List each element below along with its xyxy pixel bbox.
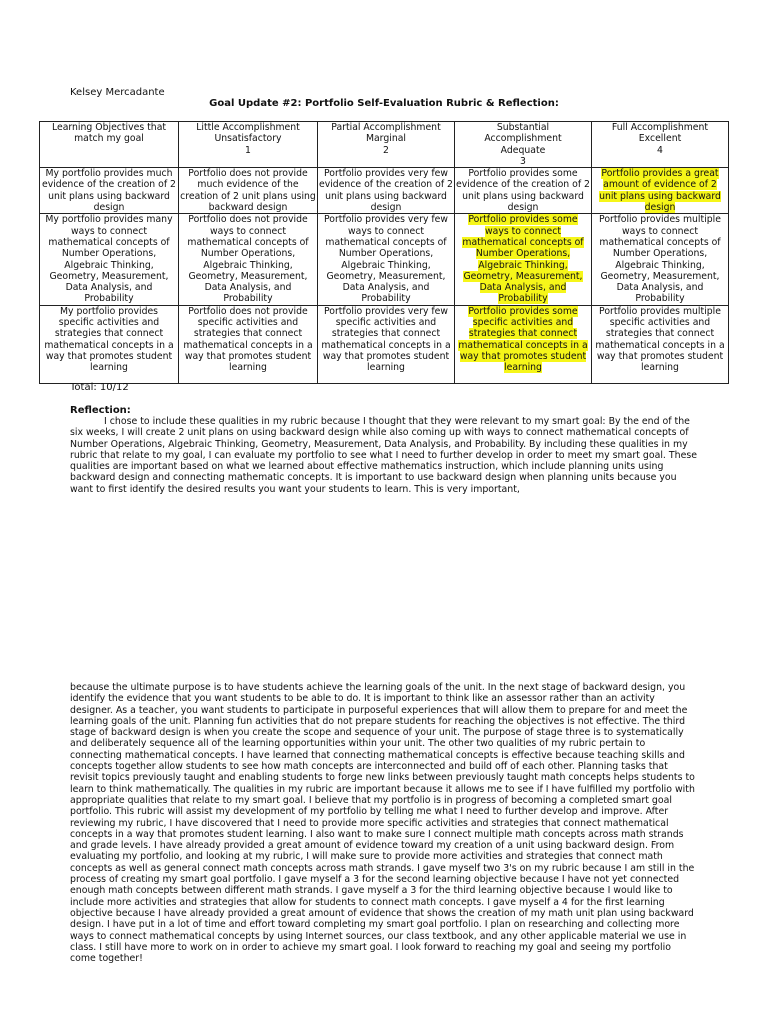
rubric-cell [179, 214, 318, 305]
cell-text: Portfolio provides multiple ways to connect mathematical concepts of Number Operations, Algebraic Thinking, Geometry, Measurement, Data Analysis, and Probability [599, 214, 721, 305]
cell-text: My portfolio provides specific activities and strategies that connect mathematical concepts in a way that promotes student learning [44, 305, 174, 374]
author-name: Kelsey Mercadante [70, 87, 165, 98]
header-text: Full Accomplishment Excellent 4 [611, 122, 709, 156]
reflection-paragraph-1: I chose to include these qualities in my rubric because I thought that they were relevant to my smart goal: By the end of the six weeks, I will create 2 unit plans on using backward design while also coming up with ways to connect mathematical concepts of Number Operations, Algebraic Thinking, Geometry, Measurement, Data Analysis, and Probability. By including these qualities in my rubric that relate to my goal, I can evaluate my portfolio to see what I need to further develop in order to meet my smart goal. These qualities are important based on what we learned about effective mathematics instruction, which include planning units using backward design and connecting mathematic concepts. It is important to use backward design when planning units because you want to first identify the desired results you want your students to learn. This is very important, [70, 416, 697, 495]
rubric-cell [40, 168, 179, 214]
header-text: Little Accomplishment Unsatisfactory 1 [196, 122, 300, 156]
cell-text: Portfolio provides very few evidence of the creation of 2 unit plans using backward design [319, 168, 453, 214]
rubric-row [40, 214, 729, 305]
rubric-cell [318, 214, 455, 305]
header-cell [318, 122, 455, 168]
cell-text: Portfolio provides some specific activities and strategies that connect mathematical concepts in a way that promotes student learning [458, 305, 588, 374]
rubric-cell [592, 305, 729, 383]
rubric-cell [318, 168, 455, 214]
rubric-cell [318, 305, 455, 383]
total-score: Total: 10/12 [70, 382, 129, 393]
cell-text: Portfolio provides some ways to connect mathematical concepts of Number Operations, Algebraic Thinking, Geometry, Measurement, Data Analysis, and Probability [462, 214, 584, 305]
header-text: Substantial Accomplishment Adequate 3 [484, 122, 562, 167]
rubric-row [40, 168, 729, 214]
rubric-header-row [40, 122, 729, 168]
cell-text: Portfolio provides a great amount of evidence of 2 unit plans using backward design [599, 168, 721, 214]
rubric-cell [40, 214, 179, 305]
cell-text: Portfolio provides very few specific activities and strategies that connect mathematical concepts in a way that promotes student learning [321, 305, 451, 374]
rubric-table [39, 121, 729, 384]
cell-text: My portfolio provides many ways to connect mathematical concepts of Number Operations, Algebraic Thinking, Geometry, Measurement, Data Analysis, and Probability [45, 214, 173, 305]
header-text: Learning Objectives that match my goal [51, 122, 167, 145]
header-cell [40, 122, 179, 168]
rubric-cell [592, 168, 729, 214]
cell-text: Portfolio does not provide much evidence of the creation of 2 unit plans using backward design [180, 168, 316, 214]
header-cell [179, 122, 318, 168]
cell-text: Portfolio does not provide ways to connect mathematical concepts of Number Operations, Algebraic Thinking, Geometry, Measurement, Data Analysis, and Probability [187, 214, 309, 305]
reflection-paragraph-2: because the ultimate purpose is to have students achieve the learning goals of the unit. In the next stage of backward design, you identify the evidence that you want students to be able to do. It is important to think like an assessor rather than an activity designer. As a teacher, you want students to participate in purposeful experiences that will allow them to prepare for and meet the learning goals of the unit. Planning fun activities that do not prepare students for reaching the objectives is not effective. The third stage of backward design is when you create the scope and sequence of your unit. The purpose of stage three is to systematically and deliberately sequence all of the learning opportunities within your unit. The other two qualities of my rubric pertain to connecting mathematical concepts. I have learned that connecting mathematical concepts is effective because teaching skills and concepts together allow students to see how math concepts are interconnected and build off of each other. Planning tasks that revisit topics previously taught and enabling students to forge new links between previously taught math concepts helps students to learn to think mathematically. The qualities in my rubric are important because it allows me to see if I have fulfilled my portfolio with appropriate qualities that relate to my smart goal. I believe that my portfolio is in progress of becoming a completed smart goal portfolio. This rubric will assist my development of my portfolio by telling me what I need to further develop and improve. After reviewing my rubric, I have discovered that I need to provide more specific activities and strategies that connect mathematical concepts in a way that promotes student learning. I also want to make sure I connect multiple math concepts across math strands and grade levels. I have already provided a great amount of evidence toward my creation of a unit using backward design. From evaluating my portfolio, and looking at my rubric, I will make sure to provide more activities and strategies that connect math concepts as well as general connect math concepts across math strands. I gave myself two 3's on my rubric because I am still in the process of creating my smart goal portfolio. I gave myself a 3 for the second learning objective because I have not yet connected enough math concepts between different math strands. I gave myself a 3 for the third learning objective because I would like to include more activities and strategies that allow for students to connect math concepts. I gave myself a 4 for the first learning objective because I have already provided a great amount of evidence that shows the creation of my math unit plan using backward design. I have put in a lot of time and effort toward completing my smart goal portfolio. I plan on researching and collecting more ways to connect mathematical concepts by using Internet sources, our class textbook, and any other applicable material we use in class. I still have more to work on in order to achieve my smart goal. I look forward to reaching my goal and seeing my portfolio come together! [70, 682, 695, 965]
cell-text: My portfolio provides much evidence of the creation of 2 unit plans using backward design [42, 168, 176, 214]
cell-text: Portfolio provides some evidence of the creation of 2 unit plans using backward design [456, 168, 590, 214]
rubric-cell [592, 214, 729, 305]
cell-text: Portfolio provides very few ways to connect mathematical concepts of Number Operations, Algebraic Thinking, Geometry, Measurement, Data Analysis, and Probability [323, 214, 448, 305]
header-cell [455, 122, 592, 168]
rubric-cell [455, 214, 592, 305]
rubric-row [40, 305, 729, 383]
rubric-cell [40, 305, 179, 383]
header-text: Partial Accomplishment Marginal 2 [331, 122, 441, 156]
document-title: Goal Update #2: Portfolio Self-Evaluation Rubric & Reflection: [209, 98, 559, 109]
rubric-cell [179, 305, 318, 383]
reflection-heading: Reflection: [70, 405, 131, 416]
rubric-cell [179, 168, 318, 214]
header-cell [592, 122, 729, 168]
rubric-cell [455, 168, 592, 214]
cell-text: Portfolio provides multiple specific activities and strategies that connect mathematical concepts in a way that promotes student learning [595, 305, 725, 374]
cell-text: Portfolio does not provide specific activities and strategies that connect mathematical concepts in a way that promotes student learning [183, 305, 313, 374]
rubric-cell [455, 305, 592, 383]
